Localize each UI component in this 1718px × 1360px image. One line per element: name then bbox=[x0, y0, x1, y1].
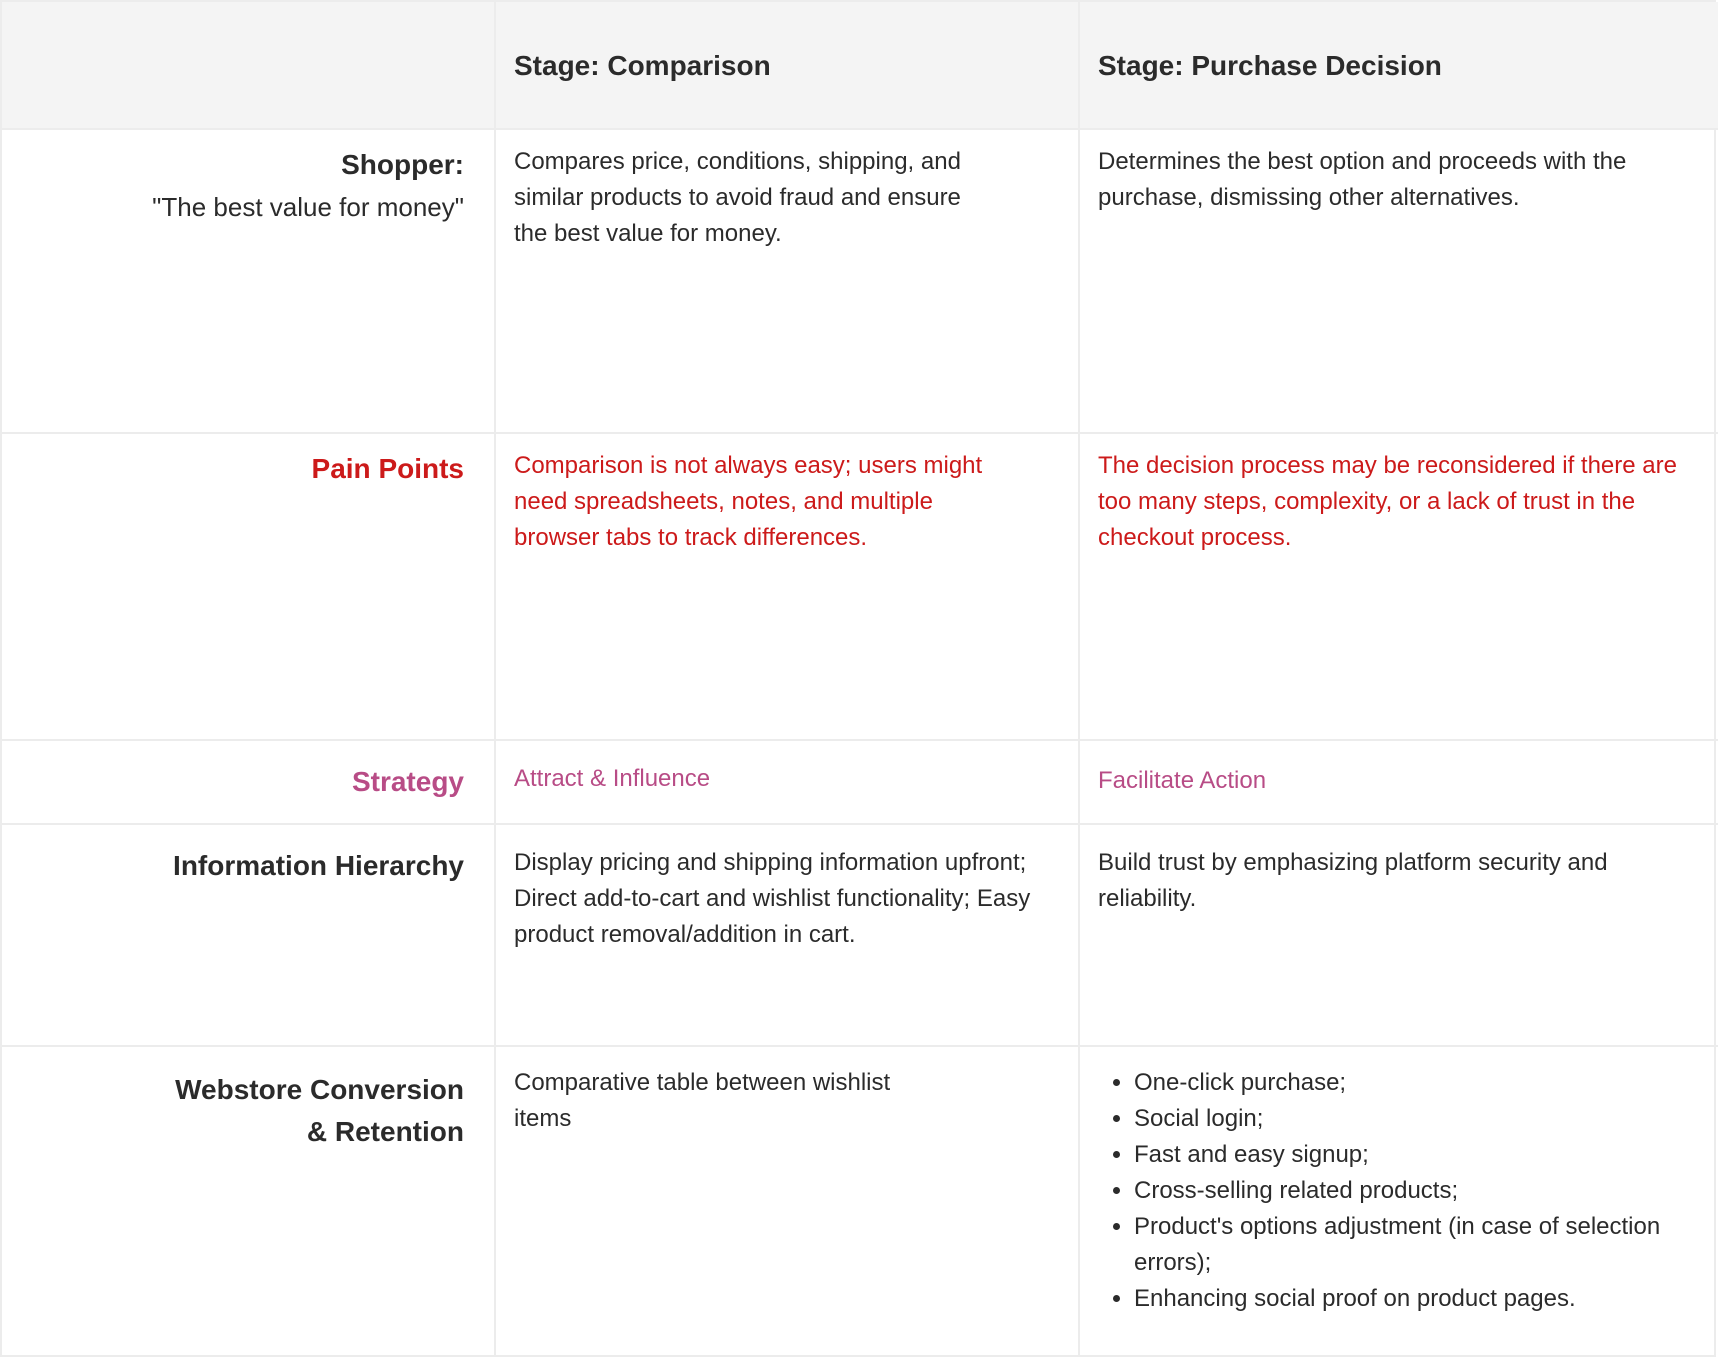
pain-points-purchase-text: The decision process may be reconsidered if there are too many steps, complexity, or a lack of trust in the checkout process. bbox=[1098, 452, 1677, 551]
pain-points-comparison-text: Comparison is not always easy; users might need spreadsheets, notes, and multiple browser tabs to track differences. bbox=[514, 452, 983, 551]
strategy-label: Strategy bbox=[351, 766, 464, 797]
header-stage-comparison: Stage: Comparison bbox=[514, 50, 771, 81]
info-hierarchy-purchase-cell bbox=[1080, 825, 1718, 1047]
pain-points-label: Pain Points bbox=[311, 453, 464, 484]
strategy-comparison-text: Attract & Influence bbox=[514, 765, 711, 792]
header-comparison-cell bbox=[496, 2, 1080, 130]
shopper-comparison-cell bbox=[496, 130, 1080, 434]
webstore-purchase-cell bbox=[1080, 1047, 1718, 1355]
list-item: • One-click purchase; bbox=[1134, 1065, 1700, 1101]
shopper-purchase-cell bbox=[1080, 130, 1718, 434]
strategy-comparison-cell bbox=[496, 741, 1080, 825]
header-purchase-cell bbox=[1080, 2, 1718, 130]
pain-points-label-cell bbox=[2, 434, 496, 741]
list-item: • Social login; bbox=[1134, 1101, 1700, 1137]
info-hierarchy-purchase-text: Build trust by emphasizing platform security and reliability. bbox=[1098, 849, 1608, 912]
shopper-quote: "The best value for money" bbox=[152, 192, 464, 222]
shopper-label-cell bbox=[2, 130, 496, 434]
info-hierarchy-comparison-cell bbox=[496, 825, 1080, 1047]
shopper-comparison-text: Compares price, conditions, shipping, and similar products to avoid fraud and ensure the best value for money. bbox=[514, 148, 961, 247]
info-hierarchy-comparison-text: Display pricing and shipping information upfront; Direct add-to-cart and wishlist functionality; Easy product removal/addition in cart. bbox=[514, 849, 1031, 948]
list-item: • Cross-selling related products; bbox=[1134, 1173, 1700, 1209]
list-item: • Product's options adjustment (in case of selection errors); bbox=[1134, 1209, 1700, 1281]
strategy-label-cell bbox=[2, 741, 496, 825]
shopper-label: Shopper: bbox=[341, 149, 464, 180]
shopper-purchase-text: Determines the best option and proceeds with the purchase, dismissing other alternatives. bbox=[1098, 148, 1627, 211]
strategy-purchase-cell bbox=[1080, 741, 1718, 825]
info-hierarchy-label-cell bbox=[2, 825, 496, 1047]
list-item: • Enhancing social proof on product pages. bbox=[1134, 1281, 1700, 1317]
strategy-purchase-text: Facilitate Action bbox=[1098, 767, 1267, 794]
header-stage-purchase: Stage: Purchase Decision bbox=[1098, 50, 1442, 81]
webstore-label-cell bbox=[2, 1047, 496, 1355]
list-item: • Fast and easy signup; bbox=[1134, 1137, 1700, 1173]
pain-points-comparison-cell bbox=[496, 434, 1080, 741]
info-hierarchy-label: Information Hierarchy bbox=[173, 850, 464, 881]
webstore-comparison-text: Comparative table between wishlist items bbox=[514, 1069, 891, 1132]
pain-points-purchase-cell bbox=[1080, 434, 1718, 741]
webstore-comparison-cell bbox=[496, 1047, 1080, 1355]
webstore-label: Webstore Conversion & Retention bbox=[175, 1074, 464, 1147]
header-corner-cell bbox=[2, 2, 496, 130]
webstore-purchase-list bbox=[1098, 1065, 1700, 1317]
